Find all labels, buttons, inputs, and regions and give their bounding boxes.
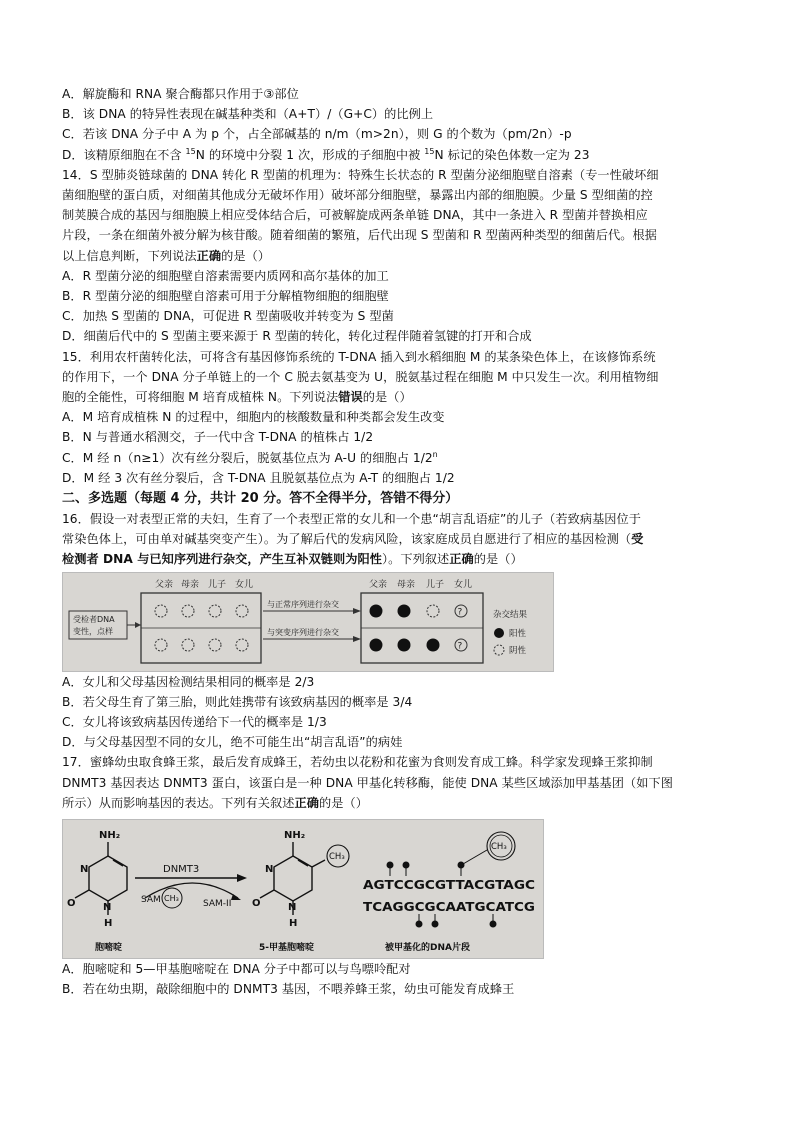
q14-option-b: B．R 型菌分泌的细胞壁自溶素可用于分解植物细胞的细胞壁: [62, 289, 389, 304]
methyl-ch3-label: CH₃: [329, 852, 345, 863]
legend-positive-dot: [494, 628, 504, 638]
hybridization-diagram: [62, 572, 554, 672]
q15-stem-last: 胞的全能性，可将细胞 M 培育成植株 N。下列说法错误的是（）: [62, 390, 412, 405]
nh2-label: NH₂: [99, 830, 121, 842]
label-daughter: 女儿: [235, 579, 254, 590]
label-mother: 母亲: [181, 579, 200, 590]
section-heading-multiple-choice: 二、多选题（每题 4 分，共计 20 分。答不全得半分，答错不得分）: [62, 491, 459, 507]
h-label: H: [289, 918, 298, 930]
q17-option-b: B．若在幼虫期，敲除细胞中的 DNMT3 基因，不喂养蜂王浆，幼虫可能发育成蜂王: [62, 982, 515, 997]
reaction-arrow-icon: [237, 874, 247, 882]
q14-option-a: A．R 型菌分泌的细胞壁自溶素需要内质网和高尔基体的加工: [62, 268, 389, 283]
positive-spot: [398, 604, 411, 617]
q15-stem-line: 的作用下，一个 DNA 分子单链上的一个 C 脱去氨基变为 U，脱氨基过程在细胞 M 中只发生一次。利用植物细: [62, 369, 659, 384]
q17-stem-line: 所示）从而影响基因的表达。下列有关叙述正确的是（）: [62, 795, 368, 810]
q15-option-b: B．N 与普通水稻测交，子一代中含 T-DNA 的植株占 1/2: [62, 430, 374, 445]
n-label: N: [288, 902, 297, 914]
q16-option-c: C．女儿将该致病基因传递给下一代的概率是 1/3: [62, 715, 327, 730]
unknown-mark: ?: [457, 641, 463, 652]
label-son: 儿子: [426, 579, 445, 590]
q17-methylation-figure: [62, 819, 542, 957]
q13-option-a: A．解旋酶和 RNA 聚合酶都只作用于③部位: [62, 87, 299, 101]
dna-top-strand: AGTCCGCGTTACGTAGC: [363, 877, 535, 893]
methyl-dots-top: [387, 862, 465, 877]
q15-option-a: A．M 培育成植株 N 的过程中，细胞内的核酸数量和种类都会发生改变: [62, 410, 445, 425]
n-label: N: [103, 902, 112, 914]
q14-option-c: C．加热 S 型菌的 DNA，可促进 R 型菌吸收并转变为 S 型菌: [62, 309, 394, 324]
legend-title: 杂交结果: [493, 609, 528, 620]
positive-spot: [427, 638, 440, 651]
sam-ii-label: SAM-II: [203, 899, 232, 910]
label-daughter: 女儿: [454, 579, 473, 590]
enzyme-label: DNMT3: [163, 864, 200, 876]
positive-spot: [370, 604, 383, 617]
arrow-label-normal: 与正常序列进行杂交: [267, 599, 339, 609]
q17-stem-line: 17．蜜蜂幼虫取食蜂王浆，最后发育成蜂王，若幼虫以花粉和花蜜为食则发育成工蜂。科学家发现蜂王浆抑制: [62, 755, 653, 770]
ch3-marker-label: CH₃: [491, 842, 507, 853]
q14-stem-line: 制荚膜合成的基因与细胞膜上相应受体结合后，可被解旋成两条单链 DNA，其中一条进入 R 型菌并替换相应: [62, 208, 648, 223]
label-father: 父亲: [369, 579, 388, 590]
n-label: N: [265, 864, 274, 876]
arrow-right-icon: [353, 608, 361, 614]
q16-option-a: A．女儿和父母基因检测结果相同的概率是 2/3: [62, 674, 315, 689]
negative-spot: [427, 605, 439, 617]
cytosine-structure: [75, 842, 127, 915]
q16-stem-line: 检测者 DNA 与已知序列进行杂交，产生互补双链则为阳性）。下列叙述正确的是（）: [62, 552, 523, 567]
q14-stem-line: 片段，一条在细菌外被分解为核苷酸。随着细菌的繁殖，后代出现 S 型菌和 R 型菌两种类型的细菌后代。根据: [62, 228, 657, 243]
legend-negative: 阴性: [509, 645, 527, 656]
q16-option-d: D．与父母基因型不同的女儿，绝不可能生出“胡言乱语”的病娃: [62, 735, 403, 750]
q17-stem-line: DNMT3 基因表达 DNMT3 蛋白，该蛋白是一种 DNA 甲基化转移酶，能使 DNA 某些区域添加甲基基团（如下图: [62, 775, 673, 790]
sam-label: SAM: [141, 895, 161, 906]
positive-spot: [398, 638, 411, 651]
n-label: N: [80, 864, 89, 876]
q13-option-b: B．该 DNA 的特异性表现在碱基种类和（A+T）/（G+C）的比例上: [62, 107, 434, 122]
q14-stem-line: 菌细胞壁的蛋白质，对细菌其他成分无破坏作用）破坏部分细胞壁，暴露出内部的细胞膜。少量 S 型细菌的控: [62, 188, 653, 203]
q16-hybridization-figure: [62, 572, 552, 670]
nh2-label: NH₂: [284, 830, 306, 842]
legend-negative-dot: [494, 645, 504, 655]
q17-option-a: A．胞嘧啶和 5—甲基胞嘧啶在 DNA 分子中都可以与鸟嘌呤配对: [62, 962, 411, 977]
unknown-mark: ?: [457, 607, 463, 618]
h-label: H: [104, 918, 113, 930]
o-label: O: [252, 898, 261, 910]
dna-bottom-strand: TCAGGCGCAATGCATCG: [363, 899, 535, 915]
label-5-methylcytosine: 5-甲基胞嘧啶: [259, 943, 314, 954]
methylation-diagram: [62, 819, 544, 959]
q15-option-d: D．M 经 3 次有丝分裂后，含 T-DNA 且脱氨基位点为 A-T 的细胞占 1/2: [62, 470, 455, 485]
q15-stem-line: 15．利用农杆菌转化法，可将含有基因修饰系统的 T-DNA 插入到水稻细胞 M 的某条染色体上，在该修饰系统: [62, 349, 656, 364]
label-cytosine: 胞嘧啶: [95, 943, 123, 954]
label-son: 儿子: [208, 579, 227, 590]
q16-stem-line: 16．假设一对表型正常的夫妇，生育了一个表型正常的女儿和一个患“胡言乱语症”的儿子（若致病基因位于: [62, 512, 642, 527]
positive-spot: [370, 638, 383, 651]
sample-label-1: 受检者DNA: [73, 614, 115, 624]
q13-option-c: C．若该 DNA 分子中 A 为 p 个，占全部碱基的 n/m（m>2n），则 G 的个数为（pm/2n）-p: [62, 127, 572, 142]
sample-label-2: 变性，点样: [73, 626, 113, 636]
blank-spot: [155, 605, 167, 617]
q16-option-b: B．若父母生育了第三胎，则此娃携带有该致病基因的概率是 3/4: [62, 694, 413, 709]
q15-option-c: C．M 经 n（n≥1）次有丝分裂后，脱氨基位点为 A-U 的细胞占 1/2$^n$: [62, 449, 438, 465]
methyl-dots-bottom: [416, 914, 497, 928]
sam-ch3-label: CH₃: [164, 894, 179, 904]
arrow-right-icon: [353, 636, 361, 642]
label-mother: 母亲: [397, 579, 416, 590]
legend-positive: 阳性: [509, 628, 527, 639]
q14-option-d: D．细菌后代中的 S 型菌主要来源于 R 型菌的转化，转化过程伴随着氢键的打开和合成: [62, 329, 532, 344]
exam-page: [62, 84, 742, 1000]
label-father: 父亲: [155, 579, 174, 590]
q14-stem-line: 14．S 型肺炎链球菌的 DNA 转化 R 型菌的机理为：特殊生长状态的 R 型菌分泌细胞壁自溶素（专一性破坏细: [62, 167, 659, 182]
o-label: O: [67, 898, 76, 910]
q14-stem-last: 以上信息判断，下列说法正确的是（）: [62, 248, 271, 263]
arrow-label-mutant: 与突变序列进行杂交: [267, 627, 339, 637]
q16-stem-line: 常染色体上，可由单对碱基突变产生）。为了解后代的发病风险，该家庭成员自愿进行了相应的基因检测（受: [62, 532, 644, 547]
q13-option-d: D．该精原细胞在不含 $^{15}$N 的环境中分裂 1 次，形成的子细胞中被 $^{15}$N 标记的染色体数一定为 23: [62, 146, 590, 162]
label-methylated-dna: 被甲基化的DNA片段: [385, 943, 470, 954]
